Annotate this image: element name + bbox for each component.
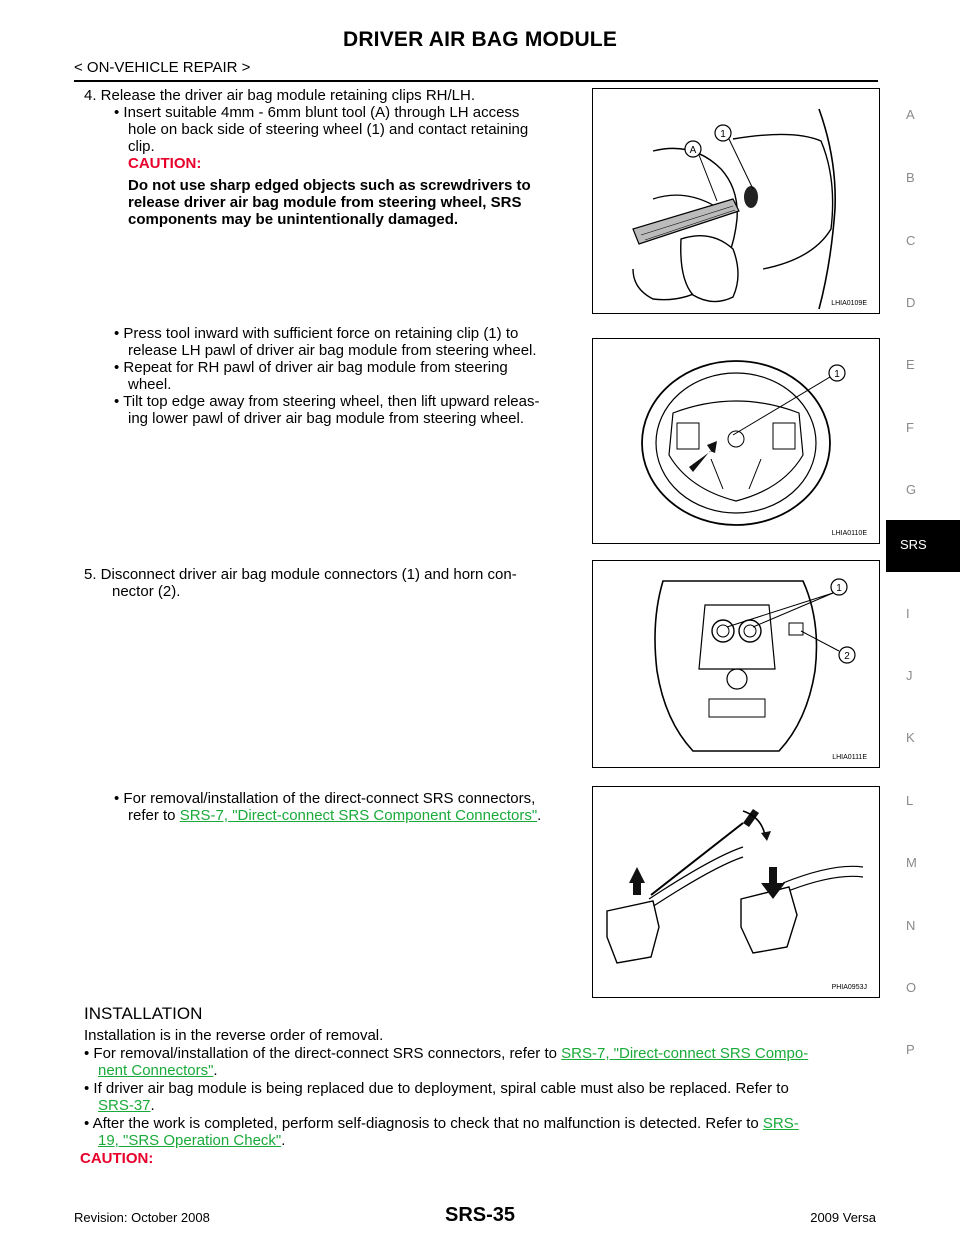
step-4-heading: 4. Release the driver air bag module retaining clips RH/LH. — [84, 87, 476, 104]
step-4-bullet-4-line-2: ing lower pawl of driver air bag module from steering wheel. — [128, 410, 525, 427]
step-4-caution-line-1: Do not use sharp edged objects such as screwdrivers to — [128, 177, 531, 194]
side-index-a[interactable]: A — [906, 107, 915, 122]
link-srs-19[interactable]: SRS- — [762, 1115, 799, 1132]
step-4-caution-line-2: release driver air bag module from steering wheel, SRS — [128, 194, 522, 211]
fig2-label-1: 1 — [834, 369, 840, 380]
step-5-bullet-line-1: • For removal/installation of the direct-connect SRS connectors, — [114, 790, 536, 807]
step-5-bullet-line-2: refer to SRS-7, "Direct-connect SRS Component Connectors". — [128, 807, 542, 824]
step-4-bullet-3-line-2: wheel. — [128, 376, 172, 393]
connector-removal-illustration — [593, 787, 879, 997]
side-index-g[interactable]: G — [906, 482, 917, 497]
page-number: SRS-35 — [444, 1204, 516, 1226]
side-index-m[interactable]: M — [906, 855, 917, 870]
side-index-k[interactable]: K — [906, 730, 915, 745]
installation-bullet-3-line-2: 19, "SRS Operation Check". — [98, 1132, 286, 1149]
side-index-e[interactable]: E — [906, 357, 915, 372]
section-breadcrumb: < ON-VEHICLE REPAIR > — [74, 59, 251, 76]
side-index-j[interactable]: J — [906, 668, 913, 683]
side-index-i[interactable]: I — [906, 606, 910, 621]
footer-model: 2009 Versa — [810, 1210, 876, 1225]
fig3-label-2: 2 — [844, 651, 850, 662]
srs-tab-label: SRS — [900, 537, 927, 552]
figure-caption: LHIA0111E — [832, 754, 867, 761]
steering-wheel-illustration — [593, 339, 879, 543]
step-4-caution-label: CAUTION: — [128, 155, 202, 172]
fig1-label-1: 1 — [720, 129, 726, 140]
figure-caption: PHIA0953J — [831, 984, 867, 991]
side-index-o[interactable]: O — [906, 980, 917, 995]
link-srs-7-connectors[interactable]: SRS-7, "Direct-connect SRS Component Connectors" — [179, 807, 538, 824]
link-srs-7-compo[interactable]: SRS-7, "Direct-connect SRS Compo- — [561, 1045, 809, 1062]
link-srs-37[interactable]: SRS-37 — [98, 1097, 151, 1114]
figure-caption: LHIA0109E — [831, 300, 867, 307]
installation-intro: Installation is in the reverse order of removal. — [84, 1027, 384, 1044]
figure-module-connectors — [592, 560, 880, 768]
module-connectors-illustration — [593, 561, 879, 767]
installation-heading: INSTALLATION — [84, 1004, 203, 1023]
figure-steering-wheel — [592, 338, 880, 544]
installation-bullet-2-line-2: SRS-37. — [98, 1097, 155, 1114]
step-4-bullet-1-line-2: hole on back side of steering wheel (1) and contact retaining — [128, 121, 529, 138]
side-index-p[interactable]: P — [906, 1042, 915, 1057]
step-4-bullet-4-line-1: • Tilt top edge away from steering wheel, then lift upward releas- — [114, 393, 540, 410]
fig1-label-a: A — [689, 145, 697, 156]
footer-revision: Revision: October 2008 — [74, 1210, 210, 1225]
figure-tool-insertion — [592, 88, 880, 314]
step-4-bullet-2-line-1: • Press tool inward with sufficient force on retaining clip (1) to — [114, 325, 519, 342]
side-index-c[interactable]: C — [906, 233, 916, 248]
step-4-bullet-2-line-2: release LH pawl of driver air bag module from steering wheel. — [128, 342, 537, 359]
page-title: DRIVER AIR BAG MODULE — [342, 28, 618, 51]
figure-direct-connect-connectors — [592, 786, 880, 998]
step-5-line-1: 5. Disconnect driver air bag module connectors (1) and horn con- — [84, 566, 517, 583]
link-srs-operation-check[interactable]: 19, "SRS Operation Check" — [98, 1132, 282, 1149]
installation-bullet-2-line-1: • If driver air bag module is being replaced due to deployment, spiral cable must also be replaced. Refer to — [84, 1080, 789, 1097]
installation-bullet-1-line-1: • For removal/installation of the direct-connect SRS connectors, refer to SRS-7, "Direct-connect SRS Compo- — [84, 1045, 809, 1062]
installation-bullet-3-line-1: • After the work is completed, perform self-diagnosis to check that no malfunction is detected. Refer to SRS- — [84, 1115, 799, 1132]
step-4-bullet-1-line-1: • Insert suitable 4mm - 6mm blunt tool (A) through LH access — [114, 104, 520, 121]
step-4-bullet-3-line-1: • Repeat for RH pawl of driver air bag module from steering — [114, 359, 508, 376]
side-index-l[interactable]: L — [906, 793, 914, 808]
step-4-bullet-1-line-3: clip. — [128, 138, 155, 155]
link-nent-connectors[interactable]: nent Connectors" — [98, 1062, 214, 1079]
header-divider — [74, 80, 878, 82]
side-index-n[interactable]: N — [906, 918, 916, 933]
fig3-label-1: 1 — [836, 583, 842, 594]
side-index-b[interactable]: B — [906, 170, 915, 185]
installation-caution-label: CAUTION: — [80, 1150, 154, 1167]
figure-caption: LHIA0110E — [831, 530, 867, 537]
step-4-caution-line-3: components may be unintentionally damaged. — [128, 211, 459, 228]
side-index-d[interactable]: D — [906, 295, 916, 310]
hand-tool-illustration — [593, 89, 879, 313]
side-index-f[interactable]: F — [906, 420, 914, 435]
step-5-line-2: nector (2). — [112, 583, 181, 600]
side-index-srs-tab[interactable] — [886, 520, 960, 572]
installation-bullet-1-line-2: nent Connectors". — [98, 1062, 218, 1079]
